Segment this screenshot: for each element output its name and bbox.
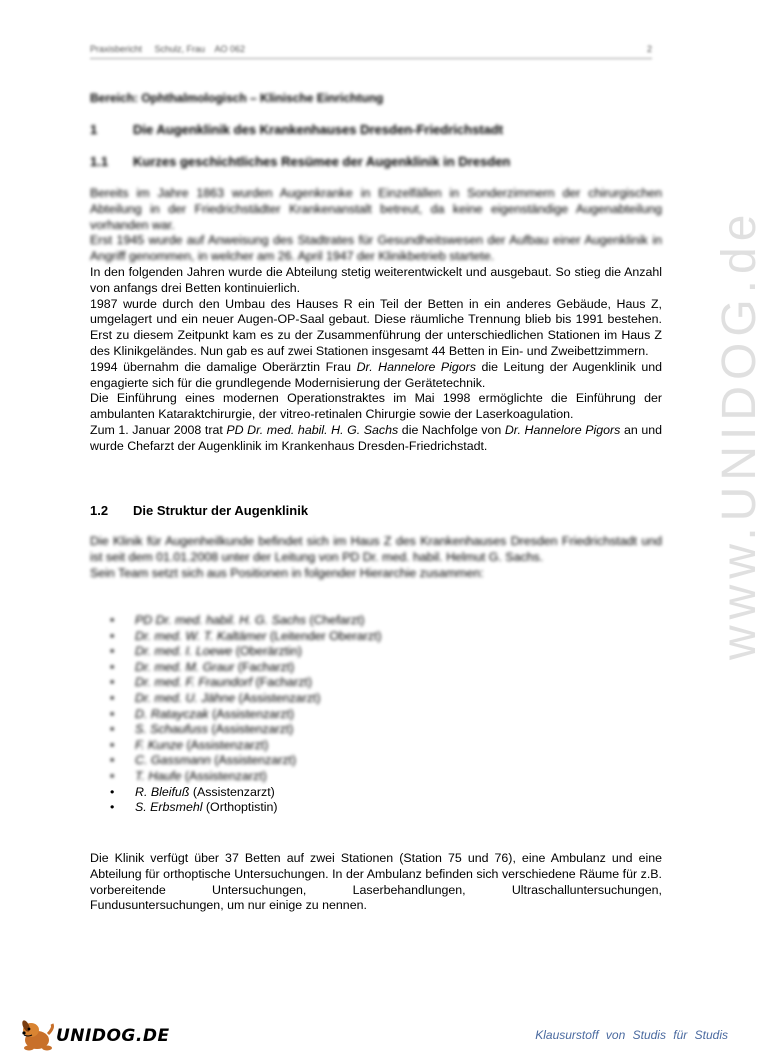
bullet: • bbox=[110, 706, 115, 721]
bullet: • bbox=[110, 675, 115, 690]
page-header bbox=[90, 42, 652, 59]
person-name: Dr. Hannelore Pigors bbox=[356, 359, 476, 374]
staff-name: R. Bleifuß bbox=[135, 784, 190, 799]
staff-list-item bbox=[110, 800, 382, 816]
staff-list-item bbox=[110, 707, 382, 723]
staff-role: (Assistenzarzt) bbox=[189, 784, 275, 799]
history-paragraph-1998: Die Einführung eines modernen Operationstraktes im Mai 1998 ermöglichte die Einführung der ambulanten Kataraktchirurgie, der vitreo-retinalen Chirurgie sowie der Laserkoagulation. bbox=[90, 391, 662, 422]
staff-list-item bbox=[110, 691, 382, 707]
staff-role: (Assistenzarzt) bbox=[235, 690, 321, 705]
text-span: die Leitung der Augenklinik und engagierte sich für die grundlegende Modernisierung der Gerätetechnik. bbox=[90, 359, 663, 390]
unidog-logo[interactable] bbox=[20, 1018, 180, 1052]
text-span: an und wurde Chefarzt der Augenklinik im Krankenhaus Dresden-Friedrichstadt. bbox=[90, 422, 662, 453]
staff-role: (Assistenzarzt) bbox=[181, 768, 267, 783]
staff-role: (Assistenzarzt) bbox=[208, 722, 294, 737]
staff-list-item bbox=[110, 722, 382, 738]
history-paragraph: 1987 wurde durch den Umbau des Hauses R ein Teil der Betten in ein anderes Gebäude, Haus Z, umgelagert und ein neuer Augen-OP-Saal gebaut. Diese räumliche Trennung blieb bis 1991 bestehen. Erst zu diesem Zeitpunkt kam es zu der Zusammenführung der unterschiedlichen Stationen im Haus Z des Klinikgeländes. Nun gab es auf zwei Stationen insgesamt 44 Betten in Ein- und Zweibettzimmern. bbox=[90, 296, 662, 358]
bullet: • bbox=[110, 784, 115, 799]
bullet: • bbox=[110, 628, 115, 643]
staff-name: F. Kunze bbox=[135, 737, 183, 752]
closing-paragraph: Die Klinik verfügt über 37 Betten auf zwei Stationen (Station 75 und 76), eine Ambulanz und eine Abteilung für orthoptische Untersuchungen. In der Ambulanz befinden sich verschiedene Räume für z.B. vorbereitende Untersuchungen, Laserbehandlungen, Ultraschalluntersuchungen, Fundusuntersuchungen, um nur einige zu nennen. bbox=[90, 851, 662, 913]
staff-name: T. Haufe bbox=[135, 768, 182, 783]
staff-role: (Facharzt) bbox=[252, 675, 312, 690]
bullet: • bbox=[110, 737, 115, 752]
staff-name: Dr. med. I. Loewe bbox=[135, 644, 233, 659]
person-name: PD Dr. med. habil. H. G. Sachs bbox=[226, 422, 399, 437]
bullet: • bbox=[110, 800, 115, 815]
section-1-title: Die Augenklinik des Krankenhauses Dresden-Friedrichstadt bbox=[133, 122, 504, 137]
staff-list-item bbox=[110, 644, 382, 660]
staff-list bbox=[110, 613, 382, 816]
text-span: die Nachfolge von bbox=[398, 422, 505, 437]
staff-role: (Assistenzarzt) bbox=[210, 753, 297, 768]
staff-list-item bbox=[110, 675, 382, 691]
staff-role: (Orthoptistin) bbox=[202, 800, 278, 815]
section-1-1-number: 1.1 bbox=[90, 154, 109, 169]
bullet: • bbox=[110, 613, 115, 627]
staff-list-item bbox=[110, 769, 382, 785]
text-span: Zum 1. Januar 2008 trat bbox=[90, 422, 227, 437]
staff-name: S. Schaufuss bbox=[135, 722, 209, 737]
staff-role: (Oberärztin) bbox=[232, 644, 302, 659]
bullet: • bbox=[110, 644, 115, 659]
staff-name: C. Gassmann bbox=[135, 753, 211, 768]
staff-list-item bbox=[110, 629, 382, 645]
staff-name: S. Erbsmehl bbox=[135, 800, 203, 815]
staff-list-item bbox=[110, 753, 382, 769]
staff-list-item bbox=[110, 785, 382, 801]
staff-name: Dr. med. W. T. Kaltämer bbox=[135, 628, 267, 643]
structure-paragraph-blurred: Die Klinik für Augenheilkunde befindet sich im Haus Z des Krankenhauses Dresden Friedrichstadt und ist seit dem 01.01.2008 unter der Leitung von PD Dr. med. habil. Helmut G. Sachs. bbox=[90, 534, 662, 564]
bullet: • bbox=[110, 690, 115, 705]
staff-role: (Chefarzt) bbox=[306, 613, 365, 627]
history-section bbox=[90, 186, 662, 455]
history-paragraph-1994 bbox=[90, 360, 662, 392]
staff-name: Dr. med. U. Jähne bbox=[135, 690, 236, 705]
bullet: • bbox=[110, 659, 115, 674]
staff-name: D. Ratayczak bbox=[135, 706, 209, 721]
staff-list-item bbox=[110, 738, 382, 754]
watermark: www.UNIDOG.de bbox=[713, 208, 766, 660]
structure-paragraph-blurred: Sein Team setzt sich aus Positionen in folgender Hierarchie zusammen: bbox=[90, 565, 484, 580]
staff-role: (Assistenzarzt) bbox=[208, 706, 295, 721]
text-span: 1994 übernahm die damalige Oberärztin Frau bbox=[90, 359, 357, 374]
staff-list-item bbox=[110, 613, 382, 629]
section-1-1-title: Kurzes geschichtliches Resümee der Augenklinik in Dresden bbox=[133, 154, 511, 169]
section-1-number: 1 bbox=[90, 122, 98, 137]
dog-mascot-icon bbox=[20, 1018, 56, 1057]
history-paragraph: In den folgenden Jahren wurde die Abteilung stetig weiterentwickelt und ausgebaut. So stieg die Anzahl von anfangs drei Betten kontinuierlich. bbox=[90, 264, 662, 295]
bullet: • bbox=[110, 722, 115, 737]
brand-text: UNIDOG.DE bbox=[56, 1026, 170, 1046]
header-page-number: 2 bbox=[646, 44, 652, 54]
history-paragraph-blurred: Erst 1945 wurde auf Anweisung des Stadtrates für Gesundheitswesen der Aufbau einer Augenklinik in Angriff genommen, in welcher am 26. April 1947 der Klinikbetrieb startete. bbox=[90, 233, 662, 264]
staff-list-item bbox=[110, 660, 382, 676]
staff-role: (Facharzt) bbox=[234, 659, 295, 674]
history-paragraph-2008 bbox=[90, 423, 662, 455]
section-1-2-number: 1.2 bbox=[90, 503, 109, 518]
staff-name: Dr. med. F. Fraundorf bbox=[135, 675, 253, 690]
history-paragraph-blurred: Bereits im Jahre 1863 wurden Augenkranke in Einzelfällen in Sonderzimmern der chirurgischen Abteilung in der Friedrichstädter Krankenanstalt betreut, da keine eigenständige Augenabteilung vorhanden war. bbox=[90, 186, 662, 232]
staff-name: PD Dr. med. habil. H. G. Sachs bbox=[135, 613, 307, 627]
header-left: Praxisbericht Schulz, Frau AO 062 bbox=[90, 44, 246, 54]
structure-intro bbox=[90, 534, 662, 581]
bullet: • bbox=[110, 753, 115, 768]
bullet: • bbox=[110, 768, 115, 783]
footer-slogan: Klausurstoff von Studis für Studis bbox=[535, 1028, 728, 1042]
section-1-2-title: Die Struktur der Augenklinik bbox=[133, 503, 309, 518]
staff-role: (Leitender Oberarzt) bbox=[266, 628, 382, 643]
bereich-label: Bereich: Ophthalmologisch – Klinische Einrichtung bbox=[90, 91, 384, 105]
staff-role: (Assistenzarzt) bbox=[183, 737, 269, 752]
staff-name: Dr. med. M. Graur bbox=[135, 659, 235, 674]
closing-section bbox=[90, 851, 662, 914]
person-name: Dr. Hannelore Pigors bbox=[504, 422, 621, 437]
